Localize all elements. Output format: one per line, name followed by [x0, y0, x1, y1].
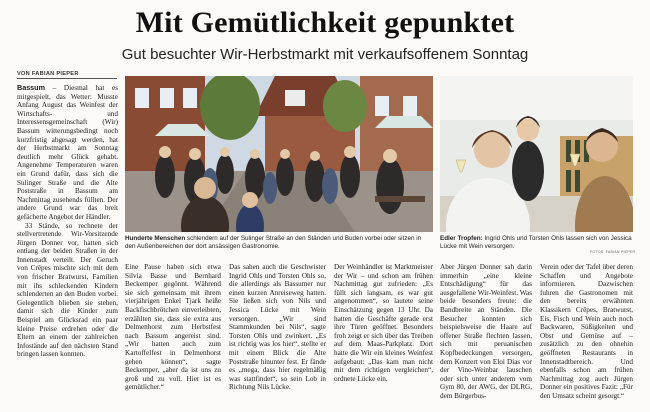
byline-rule — [17, 78, 117, 79]
article-column-4: Der Weinhändler ist Marktmeister der Wir – und schon am frühen Nachmittag gut zufrieden: „Es füllt sich langsam, es war gut angenommen“, so lautete seine Einschätzung gegen 13 Uhr. Da hatten die Geschäfte gerade erst ihre Türen geöffnet. Besonders froh zeigt er sich über das Treiben auf dem Maas-Parkplatz. Dort hatte die Wir ein kleines Weinfest aufgebaut: „Das kam man nicht mit dem richtigen vergleichen“, ordnete Lücke ein. — [334, 263, 433, 383]
lead-paragraph: Bassum – Diesmal hat es mitgespielt, das Wetter: Musste Anfang August das Weinfest der Wirtschafts- und Interessensgemeinschaft (Wir) Bassum witterungsbedingt noch kurzfristig abgesagt werden, hat der Herbstmarkt am Sonntag deutlich mehr Glück gehabt. Angenehme Temperaturen waren ein Grund dafür, dass sich die Sulinger Straße und die Alte Poststraße in Bassum am Nachmittag zusehends füllten. Der andere Grund war das breit gefächerte Angebot der Händler. — [17, 83, 118, 221]
article-column-5: Aber Jürgen Donner sah darin immerhin „eine kleine Entschädigung“ für das ausgefallene Wir-Weinfest. Was beide besonders freute: die Bandbreite an Ständen. Die Besucher konnten sich beispielsweise die Haare auf offener Straße flechten lassen, sich mit peruanischen Kopfbedeckungen versorgen, dem Konzert von Eloi Dias vor der Vino-Weinbar lauschen oder sich unter anderem vom Gym 80, der AWG, der DLRG, dem Bürgerbus- — [440, 263, 532, 400]
article-column-2: Eine Pause haben sich etwa Silvia Basse und Bernhard Beckemper gegönnt. Während sie sich gemeinsam mit ihrem vierjährigen Enkel Tjark heiße Backfischbrötchen einverleibten, erzählten sie, dass sie extra aus Delmenhorst zum Herbstfest nach Bassum angereist sind. „Wir hatten auch zum Kartoffelfest in Delmenhorst gehen können“, sagte Beckemper, „aber da ist uns zu groß und zu voll. Hier ist es gemütlicher.“ — [125, 263, 221, 392]
article-column-6: Verein oder der Tafel über deren Schaffen und Angebote informieren. Dazwischen fuhren die Gastronomen mit den bereits erwähnten Klassikern Crêpes, Bratwurst, Eis, Fisch und Wein auch noch Backwaren, Süßigkeiten und Obst und Gemüse auf – zusätzlich zu den ohnehin geöffneten Restaurants in Innenstadtbereich. Und ebenfalls schon am frühen Nachmittag zog auch Jürgen Donner ein positives Fazit: „Für den Umsatz scheint gesorgt.“ — [540, 263, 633, 400]
article-column-3: Das sahen auch die Geschwister Ingrid Ohls und Torsten Ohls so, die allerdings als Bassumer nur einen kurzen Anreiseweg hatten. Sie ließen sich von Nils und Jessica Lücke mit Wein versorgen. „Wir sind Stammkunden bei Nils“, sagte Torsten Ohls und zwinkert. „Es ist richtig was los hier“, stellte er mit einem Blick die Alte Poststraße hinunter fest. Er fände es „mega, dass hier regelmäßig was stattfindet“, so sein Lob in Richtung Nils Lücke. — [229, 263, 326, 392]
dateline: Bassum — [17, 83, 45, 92]
paragraph: 33 Stände, so rechnete der stellvertretende Wir-Vorsitzende Jürgen Donner vor, hatten sich entlang der beiden Straßen in der Innenstadt verteilt. Der Geruch von Crêpes mischte sich mit dem von frischer Bratwurst, Familien mit ihs schleckenden Kindern schlenderten an den Buden vorbei. Gelegentlich blieben sie stehen, damit sich die Kinder zum Beispiel am Glücksrad ein paar kleine Preise erdrehen oder die Eltern an einem der zahlreichen Infostände auf den nächsten Stand bringen lassen konnten. — [17, 221, 118, 359]
subheadline: Gut besuchter Wir-Herbstmarkt mit verkaufsoffenem Sonntag — [121, 46, 529, 63]
market-photo-caption: Hunderte Menschen schlendern auf der Sulinger Straße an den Ständen und Buden vorbei oder sitzen in den Außenbereichen der dort ansässigen Gastronomie. — [125, 235, 422, 250]
headline: Mit Gemütlichkeit gepunktet — [135, 6, 515, 39]
article-column-1 — [17, 84, 118, 359]
market-street-photo — [125, 76, 433, 232]
byline: VON FABIAN PIEPER — [17, 71, 79, 77]
wine-stand-photo — [440, 76, 633, 232]
wine-photo-caption: Edler Tropfen: Ingrid Ohls und Torsten Ohls lassen sich von Jessica Lücke mit Wein versorgen. — [440, 235, 632, 250]
photo-credit: FOTOS: FABIAN PIEPER — [590, 250, 636, 254]
